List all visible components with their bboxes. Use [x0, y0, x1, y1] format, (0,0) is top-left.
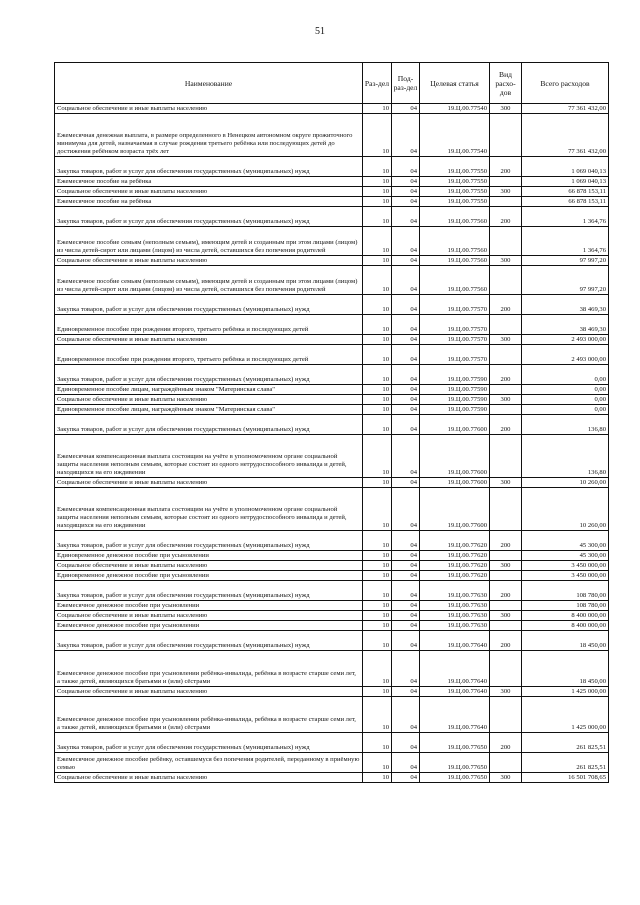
cell-vid [490, 227, 522, 256]
cell-vid [490, 571, 522, 581]
cell-total: 108 780,00 [522, 581, 609, 601]
header-total: Всего расходов [522, 63, 609, 104]
cell-name: Ежемесячная денежная выплата, в размере определенного в Ненецком автономном округе прожиточного минимума для детей, назначаемая в случае рождения третьего ребёнка или последующих детей до достижения ребёнком возраста трёх лет [55, 114, 363, 157]
cell-article: 19.Ц.00.77620 [420, 561, 490, 571]
cell-razdel: 10 [363, 531, 392, 551]
cell-total: 18 450,00 [522, 651, 609, 687]
cell-podrazdel: 04 [392, 531, 420, 551]
cell-razdel: 10 [363, 435, 392, 478]
cell-name: Ежемесячная компенсационная выплата состоящим на учёте в уполномоченном органе социальной защиты населения неполным семьям, которые состоят из одного нетрудоспособного инвалида и детей, находящихся на его иждивении [55, 435, 363, 478]
cell-total: 261 825,51 [522, 753, 609, 773]
cell-razdel: 10 [363, 365, 392, 385]
cell-total: 10 260,00 [522, 478, 609, 488]
cell-name: Социальное обеспечение и иные выплаты населению [55, 478, 363, 488]
cell-podrazdel: 04 [392, 561, 420, 571]
cell-total: 0,00 [522, 395, 609, 405]
table-row [55, 581, 609, 601]
cell-razdel: 10 [363, 733, 392, 753]
cell-total: 38 469,30 [522, 295, 609, 315]
cell-razdel: 10 [363, 773, 392, 783]
cell-article: 19.Ц.00.77630 [420, 601, 490, 611]
table-row [55, 266, 609, 295]
cell-total: 1 364,76 [522, 207, 609, 227]
cell-article: 19.Ц.00.77570 [420, 335, 490, 345]
table-row [55, 687, 609, 697]
cell-podrazdel: 04 [392, 365, 420, 385]
cell-total: 1 069 040,13 [522, 177, 609, 187]
cell-total: 2 493 000,00 [522, 335, 609, 345]
cell-razdel: 10 [363, 256, 392, 266]
cell-total: 1 364,76 [522, 227, 609, 256]
cell-razdel: 10 [363, 315, 392, 335]
cell-vid: 200 [490, 295, 522, 315]
cell-total: 45 300,00 [522, 551, 609, 561]
cell-total: 66 878 153,11 [522, 197, 609, 207]
cell-podrazdel: 04 [392, 104, 420, 114]
cell-podrazdel: 04 [392, 177, 420, 187]
cell-article: 19.Ц.00.77630 [420, 611, 490, 621]
cell-total: 136,80 [522, 415, 609, 435]
cell-razdel: 10 [363, 295, 392, 315]
cell-name: Ежемесячное денежное пособие ребёнку, оставшемуся без попечения родителей, переданному в приёмную семью [55, 753, 363, 773]
page-number: 51 [315, 26, 325, 37]
cell-article: 19.Ц.00.77620 [420, 551, 490, 561]
cell-razdel: 10 [363, 621, 392, 631]
cell-total: 45 300,00 [522, 531, 609, 551]
cell-article: 19.Ц.00.77550 [420, 177, 490, 187]
cell-razdel: 10 [363, 601, 392, 611]
cell-razdel: 10 [363, 611, 392, 621]
cell-vid: 300 [490, 773, 522, 783]
cell-total: 18 450,00 [522, 631, 609, 651]
table-row [55, 345, 609, 365]
table-row [55, 611, 609, 621]
cell-total: 2 493 000,00 [522, 345, 609, 365]
table-row [55, 395, 609, 405]
cell-podrazdel: 04 [392, 157, 420, 177]
cell-article: 19.Ц.00.77620 [420, 571, 490, 581]
cell-vid: 300 [490, 478, 522, 488]
cell-name: Ежемесячное пособие семьям (неполным семьям), имеющим детей и созданным при этом лицами (лицом) из числа детей-сирот или лицами (лицом) из числа детей, оставшихся без попечения родителей [55, 266, 363, 295]
table-row [55, 227, 609, 256]
cell-podrazdel: 04 [392, 405, 420, 415]
cell-vid: 300 [490, 187, 522, 197]
cell-razdel: 10 [363, 571, 392, 581]
cell-vid: 200 [490, 207, 522, 227]
cell-name: Единовременное пособие лицам, награждённым знаком "Материнская слава" [55, 405, 363, 415]
cell-name: Закупка товаров, работ и услуг для обеспечения государственных (муниципальных) нужд [55, 531, 363, 551]
cell-razdel: 10 [363, 753, 392, 773]
cell-article: 19.Ц.00.77590 [420, 405, 490, 415]
cell-podrazdel: 04 [392, 256, 420, 266]
cell-name: Социальное обеспечение и иные выплаты населению [55, 104, 363, 114]
table-row [55, 207, 609, 227]
cell-vid: 200 [490, 733, 522, 753]
table-row [55, 315, 609, 335]
header-podrazdel: Под-раз-дел [392, 63, 420, 104]
cell-article: 19.Ц.00.77540 [420, 104, 490, 114]
cell-total: 108 780,00 [522, 601, 609, 611]
cell-podrazdel: 04 [392, 415, 420, 435]
cell-article: 19.Ц.00.77570 [420, 315, 490, 335]
cell-name: Единовременное денежное пособие при усыновлении [55, 551, 363, 561]
cell-total: 1 425 000,00 [522, 687, 609, 697]
cell-name: Социальное обеспечение и иные выплаты населению [55, 773, 363, 783]
cell-podrazdel: 04 [392, 697, 420, 733]
table-row [55, 733, 609, 753]
cell-total: 0,00 [522, 365, 609, 385]
cell-podrazdel: 04 [392, 345, 420, 365]
table-row [55, 256, 609, 266]
cell-name: Закупка товаров, работ и услуг для обеспечения государственных (муниципальных) нужд [55, 581, 363, 601]
cell-vid: 300 [490, 611, 522, 621]
cell-podrazdel: 04 [392, 687, 420, 697]
cell-name: Закупка товаров, работ и услуг для обеспечения государственных (муниципальных) нужд [55, 631, 363, 651]
cell-vid [490, 697, 522, 733]
cell-podrazdel: 04 [392, 227, 420, 256]
table-body [55, 104, 609, 783]
cell-podrazdel: 04 [392, 551, 420, 561]
table-row [55, 561, 609, 571]
cell-name: Закупка товаров, работ и услуг для обеспечения государственных (муниципальных) нужд [55, 415, 363, 435]
table-row [55, 365, 609, 385]
table-row [55, 551, 609, 561]
cell-vid: 300 [490, 395, 522, 405]
cell-vid: 200 [490, 157, 522, 177]
cell-podrazdel: 04 [392, 773, 420, 783]
cell-razdel: 10 [363, 687, 392, 697]
table-row [55, 405, 609, 415]
cell-article: 19.Ц.00.77550 [420, 157, 490, 177]
cell-name: Ежемесячное пособие на ребёнка [55, 177, 363, 187]
cell-name: Ежемесячное денежное пособие при усыновлении [55, 601, 363, 611]
cell-article: 19.Ц.00.77540 [420, 114, 490, 157]
table-row [55, 177, 609, 187]
table-row [55, 753, 609, 773]
cell-name: Закупка товаров, работ и услуг для обеспечения государственных (муниципальных) нужд [55, 365, 363, 385]
cell-vid: 300 [490, 335, 522, 345]
cell-podrazdel: 04 [392, 435, 420, 478]
cell-podrazdel: 04 [392, 197, 420, 207]
cell-total: 261 825,51 [522, 733, 609, 753]
cell-total: 3 450 000,00 [522, 571, 609, 581]
cell-total: 10 260,00 [522, 488, 609, 531]
cell-razdel: 10 [363, 488, 392, 531]
cell-vid [490, 266, 522, 295]
cell-podrazdel: 04 [392, 631, 420, 651]
cell-total: 66 878 153,11 [522, 187, 609, 197]
cell-razdel: 10 [363, 551, 392, 561]
cell-razdel: 10 [363, 157, 392, 177]
cell-article: 19.Ц.00.77560 [420, 266, 490, 295]
header-razdel: Раз-дел [363, 63, 392, 104]
table-row [55, 621, 609, 631]
cell-razdel: 10 [363, 561, 392, 571]
cell-vid [490, 385, 522, 395]
cell-razdel: 10 [363, 651, 392, 687]
cell-podrazdel: 04 [392, 611, 420, 621]
cell-name: Закупка товаров, работ и услуг для обеспечения государственных (муниципальных) нужд [55, 157, 363, 177]
cell-razdel: 10 [363, 385, 392, 395]
cell-total: 1 069 040,13 [522, 157, 609, 177]
cell-vid [490, 315, 522, 335]
cell-vid [490, 114, 522, 157]
cell-name: Ежемесячное пособие на ребёнка [55, 197, 363, 207]
cell-name: Ежемесячное пособие семьям (неполным семьям), имеющим детей и созданным при этом лицами (лицом) из числа детей-сирот или лицами (лицом) из числа детей, оставшихся без попечения родителей [55, 227, 363, 256]
cell-name: Социальное обеспечение и иные выплаты населению [55, 561, 363, 571]
cell-article: 19.Ц.00.77650 [420, 753, 490, 773]
cell-vid: 300 [490, 561, 522, 571]
table-row [55, 697, 609, 733]
cell-total: 77 361 432,00 [522, 104, 609, 114]
cell-total: 77 361 432,00 [522, 114, 609, 157]
cell-total: 97 997,20 [522, 266, 609, 295]
cell-name: Единовременное пособие при рождении второго, третьего ребёнка и последующих детей [55, 315, 363, 335]
cell-article: 19.Ц.00.77570 [420, 295, 490, 315]
cell-podrazdel: 04 [392, 315, 420, 335]
cell-podrazdel: 04 [392, 601, 420, 611]
cell-total: 3 450 000,00 [522, 561, 609, 571]
cell-podrazdel: 04 [392, 266, 420, 295]
cell-name: Ежемесячное денежное пособие при усыновлении ребёнка-инвалида, ребёнка в возрасте старше семи лет, а также детей, являющихся братьями и (или) сёстрами [55, 697, 363, 733]
table-row [55, 488, 609, 531]
cell-article: 19.Ц.00.77640 [420, 687, 490, 697]
cell-vid [490, 488, 522, 531]
cell-vid: 300 [490, 104, 522, 114]
cell-article: 19.Ц.00.77630 [420, 621, 490, 631]
cell-razdel: 10 [363, 345, 392, 365]
cell-total: 8 400 000,00 [522, 621, 609, 631]
cell-article: 19.Ц.00.77640 [420, 697, 490, 733]
cell-razdel: 10 [363, 207, 392, 227]
table-row [55, 187, 609, 197]
cell-razdel: 10 [363, 478, 392, 488]
cell-total: 8 400 000,00 [522, 611, 609, 621]
cell-name: Закупка товаров, работ и услуг для обеспечения государственных (муниципальных) нужд [55, 207, 363, 227]
cell-article: 19.Ц.00.77590 [420, 365, 490, 385]
cell-vid: 200 [490, 415, 522, 435]
cell-podrazdel: 04 [392, 207, 420, 227]
cell-name: Единовременное пособие при рождении второго, третьего ребёнка и последующих детей [55, 345, 363, 365]
cell-article: 19.Ц.00.77620 [420, 531, 490, 551]
cell-vid [490, 621, 522, 631]
cell-vid: 200 [490, 581, 522, 601]
cell-total: 136,80 [522, 435, 609, 478]
cell-vid [490, 177, 522, 187]
cell-article: 19.Ц.00.77650 [420, 773, 490, 783]
cell-razdel: 10 [363, 405, 392, 415]
cell-vid [490, 551, 522, 561]
cell-article: 19.Ц.00.77560 [420, 256, 490, 266]
table-row [55, 531, 609, 551]
cell-podrazdel: 04 [392, 335, 420, 345]
cell-name: Социальное обеспечение и иные выплаты населению [55, 335, 363, 345]
cell-podrazdel: 04 [392, 395, 420, 405]
cell-name: Единовременное пособие лицам, награждённым знаком "Материнская слава" [55, 385, 363, 395]
table-row [55, 478, 609, 488]
cell-razdel: 10 [363, 697, 392, 733]
cell-name: Ежемесячное денежное пособие при усыновлении [55, 621, 363, 631]
table-row [55, 104, 609, 114]
cell-podrazdel: 04 [392, 488, 420, 531]
cell-podrazdel: 04 [392, 651, 420, 687]
cell-razdel: 10 [363, 395, 392, 405]
table-row [55, 415, 609, 435]
cell-name: Ежемесячное денежное пособие при усыновлении ребёнка-инвалида, ребёнка в возрасте старше семи лет, а также детей, являющихся братьями и (или) сёстрами [55, 651, 363, 687]
cell-total: 38 469,30 [522, 315, 609, 335]
cell-vid [490, 601, 522, 611]
cell-article: 19.Ц.00.77600 [420, 415, 490, 435]
cell-article: 19.Ц.00.77600 [420, 478, 490, 488]
cell-podrazdel: 04 [392, 581, 420, 601]
cell-article: 19.Ц.00.77550 [420, 197, 490, 207]
cell-total: 1 425 000,00 [522, 697, 609, 733]
cell-vid [490, 651, 522, 687]
cell-podrazdel: 04 [392, 621, 420, 631]
cell-article: 19.Ц.00.77630 [420, 581, 490, 601]
cell-name: Закупка товаров, работ и услуг для обеспечения государственных (муниципальных) нужд [55, 295, 363, 315]
cell-vid [490, 197, 522, 207]
cell-vid [490, 435, 522, 478]
budget-table [54, 62, 609, 783]
cell-podrazdel: 04 [392, 571, 420, 581]
cell-total: 0,00 [522, 385, 609, 395]
cell-podrazdel: 04 [392, 385, 420, 395]
cell-total: 0,00 [522, 405, 609, 415]
cell-vid [490, 405, 522, 415]
cell-article: 19.Ц.00.77560 [420, 227, 490, 256]
table-row [55, 335, 609, 345]
table-row [55, 601, 609, 611]
table-header [55, 63, 609, 104]
cell-total: 16 501 708,65 [522, 773, 609, 783]
cell-podrazdel: 04 [392, 295, 420, 315]
cell-name: Закупка товаров, работ и услуг для обеспечения государственных (муниципальных) нужд [55, 733, 363, 753]
cell-total: 97 997,20 [522, 256, 609, 266]
table-row [55, 114, 609, 157]
table-row [55, 295, 609, 315]
cell-podrazdel: 04 [392, 478, 420, 488]
header-article: Целевая статья [420, 63, 490, 104]
cell-razdel: 10 [363, 114, 392, 157]
cell-podrazdel: 04 [392, 114, 420, 157]
cell-razdel: 10 [363, 415, 392, 435]
table-row [55, 651, 609, 687]
cell-article: 19.Ц.00.77650 [420, 733, 490, 753]
cell-article: 19.Ц.00.77560 [420, 207, 490, 227]
table-row [55, 631, 609, 651]
cell-article: 19.Ц.00.77590 [420, 385, 490, 395]
cell-razdel: 10 [363, 335, 392, 345]
cell-vid: 200 [490, 531, 522, 551]
cell-razdel: 10 [363, 197, 392, 207]
table-row [55, 197, 609, 207]
table-row [55, 435, 609, 478]
cell-vid: 300 [490, 687, 522, 697]
cell-name: Ежемесячная компенсационная выплата состоящим на учёте в уполномоченном органе социальной защиты населения неполным семьям, которые состоят из одного нетрудоспособного инвалида и детей, находящихся на его иждивении [55, 488, 363, 531]
cell-podrazdel: 04 [392, 753, 420, 773]
cell-razdel: 10 [363, 266, 392, 295]
cell-podrazdel: 04 [392, 187, 420, 197]
cell-article: 19.Ц.00.77640 [420, 651, 490, 687]
cell-article: 19.Ц.00.77550 [420, 187, 490, 197]
cell-article: 19.Ц.00.77600 [420, 488, 490, 531]
cell-name: Социальное обеспечение и иные выплаты населению [55, 611, 363, 621]
cell-vid [490, 753, 522, 773]
cell-article: 19.Ц.00.77590 [420, 395, 490, 405]
cell-name: Социальное обеспечение и иные выплаты населению [55, 687, 363, 697]
cell-vid [490, 345, 522, 365]
cell-vid: 200 [490, 365, 522, 385]
cell-razdel: 10 [363, 581, 392, 601]
header-vid: Вид расхо-дов [490, 63, 522, 104]
table-row [55, 571, 609, 581]
cell-razdel: 10 [363, 187, 392, 197]
table-row [55, 773, 609, 783]
header-name: Наименование [55, 63, 363, 104]
cell-name: Социальное обеспечение и иные выплаты населению [55, 395, 363, 405]
cell-podrazdel: 04 [392, 733, 420, 753]
cell-razdel: 10 [363, 227, 392, 256]
cell-vid: 300 [490, 256, 522, 266]
cell-name: Единовременное денежное пособие при усыновлении [55, 571, 363, 581]
cell-name: Социальное обеспечение и иные выплаты населению [55, 256, 363, 266]
table-row [55, 385, 609, 395]
cell-article: 19.Ц.00.77640 [420, 631, 490, 651]
cell-name: Социальное обеспечение и иные выплаты населению [55, 187, 363, 197]
cell-vid: 200 [490, 631, 522, 651]
cell-razdel: 10 [363, 177, 392, 187]
cell-razdel: 10 [363, 631, 392, 651]
cell-razdel: 10 [363, 104, 392, 114]
cell-article: 19.Ц.00.77600 [420, 435, 490, 478]
table-row [55, 157, 609, 177]
cell-article: 19.Ц.00.77570 [420, 345, 490, 365]
